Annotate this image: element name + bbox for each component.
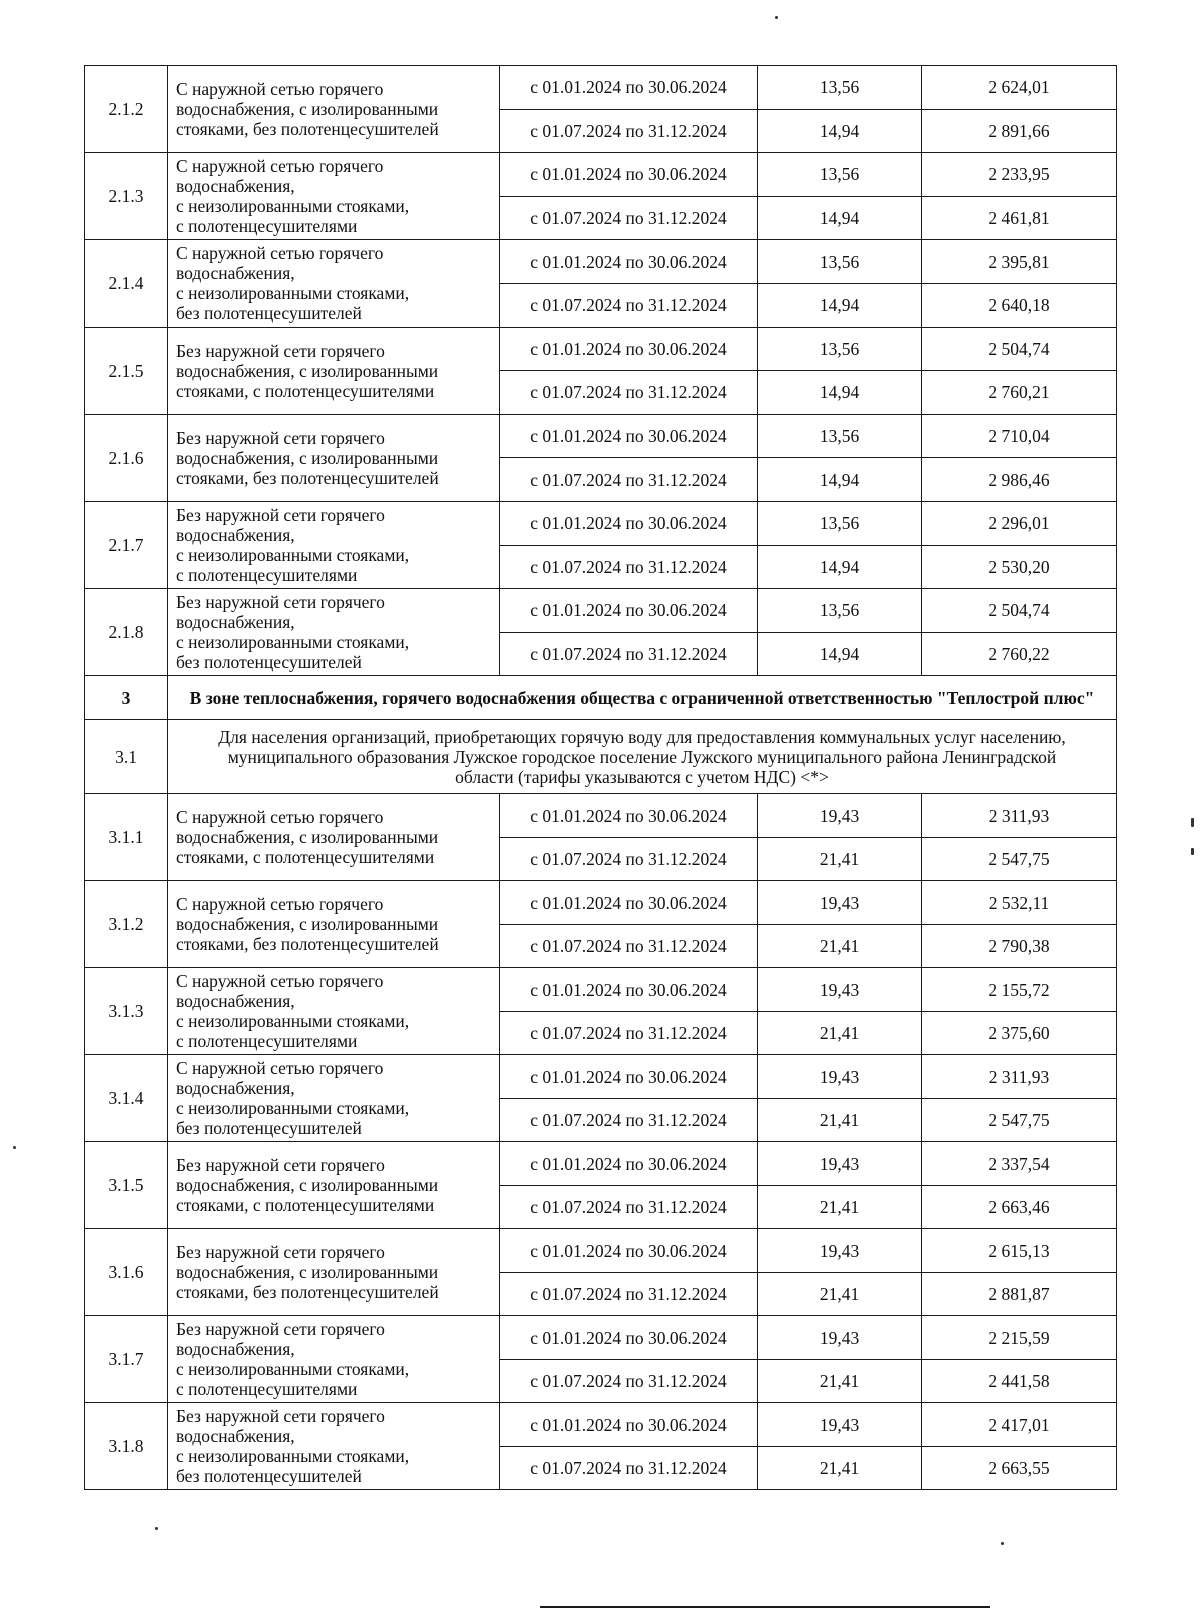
tariff-cell: 2 215,59 bbox=[922, 1316, 1117, 1360]
section-3-rows bbox=[85, 794, 1117, 1490]
tariff-row bbox=[85, 794, 1117, 838]
subsection-code: 3.1 bbox=[85, 720, 168, 794]
value-cell: 21,41 bbox=[758, 1098, 922, 1142]
period-cell: с 01.01.2024 по 30.06.2024 bbox=[500, 1403, 758, 1447]
value-cell: 19,43 bbox=[758, 1055, 922, 1099]
value-cell: 21,41 bbox=[758, 1446, 922, 1490]
value-cell: 21,41 bbox=[758, 924, 922, 968]
row-code: 3.1.5 bbox=[85, 1142, 168, 1229]
row-description: Без наружной сети горячего водоснабжения, с неизолированными стояками, без полотенцесушителей bbox=[168, 1403, 500, 1490]
period-cell: с 01.01.2024 по 30.06.2024 bbox=[500, 1055, 758, 1099]
tariff-cell: 2 881,87 bbox=[922, 1272, 1117, 1316]
value-cell: 14,94 bbox=[758, 196, 922, 240]
tariff-cell: 2 790,38 bbox=[922, 924, 1117, 968]
period-cell: с 01.01.2024 по 30.06.2024 bbox=[500, 881, 758, 925]
row-description: Без наружной сети горячего водоснабжения, с неизолированными стояками, с полотенцесушителями bbox=[168, 501, 500, 588]
value-cell: 19,43 bbox=[758, 1316, 922, 1360]
tariff-cell: 2 532,11 bbox=[922, 881, 1117, 925]
scan-speck bbox=[155, 1527, 158, 1530]
tariff-cell: 2 311,93 bbox=[922, 794, 1117, 838]
section-2-rows bbox=[85, 66, 1117, 676]
row-code: 2.1.7 bbox=[85, 501, 168, 588]
row-code: 2.1.6 bbox=[85, 414, 168, 501]
value-cell: 14,94 bbox=[758, 458, 922, 502]
value-cell: 21,41 bbox=[758, 1011, 922, 1055]
tariff-cell: 2 375,60 bbox=[922, 1011, 1117, 1055]
period-cell: с 01.07.2024 по 31.12.2024 bbox=[500, 1011, 758, 1055]
period-cell: с 01.07.2024 по 31.12.2024 bbox=[500, 545, 758, 589]
value-cell: 14,94 bbox=[758, 545, 922, 589]
period-cell: с 01.07.2024 по 31.12.2024 bbox=[500, 632, 758, 676]
row-description: Без наружной сети горячего водоснабжения, с изолированными стояками, без полотенцесушителей bbox=[168, 414, 500, 501]
period-cell: с 01.01.2024 по 30.06.2024 bbox=[500, 240, 758, 284]
tariff-cell: 2 504,74 bbox=[922, 327, 1117, 371]
tariff-row bbox=[85, 1229, 1117, 1273]
tariff-cell: 2 624,01 bbox=[922, 66, 1117, 110]
value-cell: 21,41 bbox=[758, 837, 922, 881]
tariff-cell: 2 760,21 bbox=[922, 371, 1117, 415]
tariff-row bbox=[85, 66, 1117, 110]
value-cell: 19,43 bbox=[758, 1142, 922, 1186]
value-cell: 19,43 bbox=[758, 881, 922, 925]
period-cell: с 01.07.2024 по 31.12.2024 bbox=[500, 196, 758, 240]
value-cell: 13,56 bbox=[758, 414, 922, 458]
value-cell: 19,43 bbox=[758, 1229, 922, 1273]
row-description: С наружной сетью горячего водоснабжения, с неизолированными стояками, без полотенцесушителей bbox=[168, 240, 500, 327]
value-cell: 14,94 bbox=[758, 283, 922, 327]
tariff-cell: 2 395,81 bbox=[922, 240, 1117, 284]
row-description: С наружной сетью горячего водоснабжения, с изолированными стояками, с полотенцесушителями bbox=[168, 794, 500, 881]
row-description: С наружной сетью горячего водоснабжения, с изолированными стояками, без полотенцесушителей bbox=[168, 881, 500, 968]
tariff-row bbox=[85, 1403, 1117, 1447]
row-description: С наружной сетью горячего водоснабжения, с неизолированными стояками, с полотенцесушителями bbox=[168, 153, 500, 240]
scan-speck bbox=[775, 16, 778, 19]
row-code: 2.1.3 bbox=[85, 153, 168, 240]
section-3-header bbox=[85, 676, 1117, 794]
row-code: 2.1.4 bbox=[85, 240, 168, 327]
row-description: С наружной сетью горячего водоснабжения, с неизолированными стояками, с полотенцесушителями bbox=[168, 968, 500, 1055]
value-cell: 19,43 bbox=[758, 968, 922, 1012]
tariff-cell: 2 530,20 bbox=[922, 545, 1117, 589]
scan-edge-line bbox=[540, 1606, 990, 1608]
row-description: Без наружной сети горячего водоснабжения, с изолированными стояками, с полотенцесушителями bbox=[168, 327, 500, 414]
tariff-cell: 2 710,04 bbox=[922, 414, 1117, 458]
scan-speck bbox=[1001, 1542, 1004, 1545]
tariff-cell: 2 417,01 bbox=[922, 1403, 1117, 1447]
tariff-table bbox=[84, 65, 1117, 1490]
scan-speck bbox=[1191, 818, 1194, 827]
period-cell: с 01.01.2024 по 30.06.2024 bbox=[500, 794, 758, 838]
value-cell: 13,56 bbox=[758, 501, 922, 545]
tariff-cell: 2 547,75 bbox=[922, 837, 1117, 881]
tariff-cell: 2 891,66 bbox=[922, 109, 1117, 153]
value-cell: 21,41 bbox=[758, 1359, 922, 1403]
tariff-row bbox=[85, 1142, 1117, 1186]
row-code: 2.1.2 bbox=[85, 66, 168, 153]
period-cell: с 01.07.2024 по 31.12.2024 bbox=[500, 283, 758, 327]
row-description: С наружной сетью горячего водоснабжения, с изолированными стояками, без полотенцесушителей bbox=[168, 66, 500, 153]
subsection-title: Для населения организаций, приобретающих горячую воду для предоставления коммунальных услуг населению, муниципального образования Лужское городское поселение Лужского муниципального района Ленинградской области (тарифы указываются с учетом НДС) <*> bbox=[168, 720, 1117, 794]
tariff-cell: 2 547,75 bbox=[922, 1098, 1117, 1142]
tariff-cell: 2 461,81 bbox=[922, 196, 1117, 240]
tariff-cell: 2 296,01 bbox=[922, 501, 1117, 545]
value-cell: 21,41 bbox=[758, 1272, 922, 1316]
period-cell: с 01.07.2024 по 31.12.2024 bbox=[500, 924, 758, 968]
value-cell: 13,56 bbox=[758, 327, 922, 371]
tariff-row bbox=[85, 1316, 1117, 1360]
value-cell: 14,94 bbox=[758, 371, 922, 415]
period-cell: с 01.07.2024 по 31.12.2024 bbox=[500, 1272, 758, 1316]
subsection-row bbox=[85, 720, 1117, 794]
period-cell: с 01.07.2024 по 31.12.2024 bbox=[500, 1098, 758, 1142]
row-description: С наружной сетью горячего водоснабжения, с неизолированными стояками, без полотенцесушителей bbox=[168, 1055, 500, 1142]
tariff-cell: 2 760,22 bbox=[922, 632, 1117, 676]
tariff-row bbox=[85, 881, 1117, 925]
period-cell: с 01.01.2024 по 30.06.2024 bbox=[500, 327, 758, 371]
tariff-cell: 2 337,54 bbox=[922, 1142, 1117, 1186]
tariff-cell: 2 155,72 bbox=[922, 968, 1117, 1012]
section-code: 3 bbox=[85, 676, 168, 720]
tariff-row bbox=[85, 153, 1117, 197]
value-cell: 13,56 bbox=[758, 240, 922, 284]
tariff-row bbox=[85, 327, 1117, 371]
row-code: 3.1.2 bbox=[85, 881, 168, 968]
value-cell: 13,56 bbox=[758, 589, 922, 633]
row-code: 2.1.8 bbox=[85, 589, 168, 676]
tariff-cell: 2 986,46 bbox=[922, 458, 1117, 502]
period-cell: с 01.07.2024 по 31.12.2024 bbox=[500, 1185, 758, 1229]
tariff-row bbox=[85, 968, 1117, 1012]
tariff-cell: 2 663,55 bbox=[922, 1446, 1117, 1490]
tariff-cell: 2 640,18 bbox=[922, 283, 1117, 327]
value-cell: 14,94 bbox=[758, 632, 922, 676]
row-code: 3.1.3 bbox=[85, 968, 168, 1055]
period-cell: с 01.01.2024 по 30.06.2024 bbox=[500, 1316, 758, 1360]
row-code: 3.1.4 bbox=[85, 1055, 168, 1142]
tariff-cell: 2 504,74 bbox=[922, 589, 1117, 633]
row-code: 3.1.8 bbox=[85, 1403, 168, 1490]
row-description: Без наружной сети горячего водоснабжения, с изолированными стояками, с полотенцесушителями bbox=[168, 1142, 500, 1229]
tariff-cell: 2 615,13 bbox=[922, 1229, 1117, 1273]
tariff-row bbox=[85, 501, 1117, 545]
period-cell: с 01.01.2024 по 30.06.2024 bbox=[500, 1142, 758, 1186]
period-cell: с 01.07.2024 по 31.12.2024 bbox=[500, 1359, 758, 1403]
scan-speck bbox=[13, 1146, 16, 1149]
tariff-row bbox=[85, 414, 1117, 458]
value-cell: 13,56 bbox=[758, 66, 922, 110]
value-cell: 19,43 bbox=[758, 1403, 922, 1447]
tariff-cell: 2 311,93 bbox=[922, 1055, 1117, 1099]
tariff-row bbox=[85, 589, 1117, 633]
period-cell: с 01.07.2024 по 31.12.2024 bbox=[500, 371, 758, 415]
period-cell: с 01.01.2024 по 30.06.2024 bbox=[500, 153, 758, 197]
value-cell: 21,41 bbox=[758, 1185, 922, 1229]
tariff-cell: 2 441,58 bbox=[922, 1359, 1117, 1403]
period-cell: с 01.01.2024 по 30.06.2024 bbox=[500, 66, 758, 110]
row-code: 3.1.6 bbox=[85, 1229, 168, 1316]
value-cell: 14,94 bbox=[758, 109, 922, 153]
section-row bbox=[85, 676, 1117, 720]
period-cell: с 01.07.2024 по 31.12.2024 bbox=[500, 1446, 758, 1490]
value-cell: 13,56 bbox=[758, 153, 922, 197]
tariff-cell: 2 663,46 bbox=[922, 1185, 1117, 1229]
row-description: Без наружной сети горячего водоснабжения, с изолированными стояками, без полотенцесушителей bbox=[168, 1229, 500, 1316]
section-title: В зоне теплоснабжения, горячего водоснабжения общества с ограниченной ответственностью "Теплострой плюс" bbox=[168, 676, 1117, 720]
period-cell: с 01.01.2024 по 30.06.2024 bbox=[500, 1229, 758, 1273]
tariff-document bbox=[84, 65, 1116, 1490]
row-code: 2.1.5 bbox=[85, 327, 168, 414]
scan-speck bbox=[1191, 848, 1194, 855]
row-code: 3.1.1 bbox=[85, 794, 168, 881]
period-cell: с 01.07.2024 по 31.12.2024 bbox=[500, 837, 758, 881]
period-cell: с 01.07.2024 по 31.12.2024 bbox=[500, 109, 758, 153]
tariff-row bbox=[85, 1055, 1117, 1099]
value-cell: 19,43 bbox=[758, 794, 922, 838]
row-description: Без наружной сети горячего водоснабжения, с неизолированными стояками, без полотенцесушителей bbox=[168, 589, 500, 676]
period-cell: с 01.07.2024 по 31.12.2024 bbox=[500, 458, 758, 502]
period-cell: с 01.01.2024 по 30.06.2024 bbox=[500, 414, 758, 458]
period-cell: с 01.01.2024 по 30.06.2024 bbox=[500, 968, 758, 1012]
row-code: 3.1.7 bbox=[85, 1316, 168, 1403]
tariff-row bbox=[85, 240, 1117, 284]
period-cell: с 01.01.2024 по 30.06.2024 bbox=[500, 501, 758, 545]
tariff-cell: 2 233,95 bbox=[922, 153, 1117, 197]
period-cell: с 01.01.2024 по 30.06.2024 bbox=[500, 589, 758, 633]
row-description: Без наружной сети горячего водоснабжения, с неизолированными стояками, с полотенцесушителями bbox=[168, 1316, 500, 1403]
